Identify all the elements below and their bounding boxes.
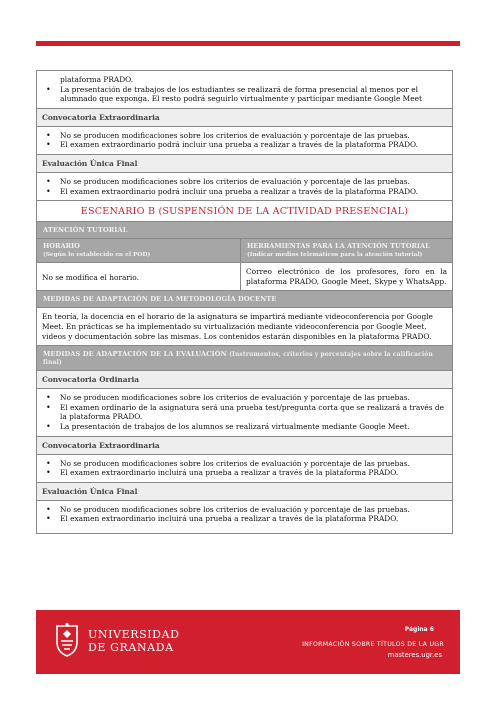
section-body [37, 501, 452, 533]
list-item: • No se producen modificaciones sobre los criterios de evaluación y porcentaje de las pruebas. [60, 131, 447, 141]
horario-head-sub: (Según lo establecido en el POD) [43, 251, 151, 258]
herramientas-header [241, 239, 452, 262]
methodology-text: En teoría, la docencia en el horario de la asignatura se impartirá mediante videoconferencia por Google Meet. En prácticas se ha implementado su virtualización mediante videoconferencia por Google Meet, videos y documentación sobre las mismas. Los contenidos estarán disponibles en la plataforma PRADO. [37, 308, 452, 346]
section-heading: Convocatoria Extraordinaria [37, 109, 452, 127]
university-name-line2: DE GRANADA [88, 641, 174, 654]
herramientas-value: Correo electrónico de los profesores, foro en la plataforma PRADO, Google Meet, Skype y WhatsApp. [246, 267, 447, 286]
list-item: • La presentación de trabajos de los estudiantes se realizará de forma presencial al menos por el alumnado que exponga. El resto podrá seguirlo virtualmente y participar mediante Google Meet [60, 85, 447, 104]
methodology-heading: MEDIDAS DE ADAPTACIÓN DE LA METODOLOGÍA DOCENTE [37, 291, 452, 308]
evaluation-heading-label: MEDIDAS DE ADAPTACIÓN DE LA EVALUACIÓN [43, 350, 227, 359]
list-item: • No se producen modificaciones sobre los criterios de evaluación y porcentaje de las pruebas. [60, 393, 447, 403]
tutorial-heading: ATENCIÓN TUTORIAL [37, 222, 452, 239]
page-number: Página 6 [404, 626, 434, 633]
list-item: plataforma PRADO. [60, 75, 134, 84]
list-item: • El examen ordinario de la asignatura será una prueba test/pregunta corta que se realizará a través de la plataforma PRADO. [60, 403, 447, 422]
section-body [37, 173, 452, 201]
footer-website-link[interactable]: masteres.ugr.es [387, 651, 442, 659]
scenario-title: ESCENARIO B (SUSPENSIÓN DE LA ACTIVIDAD PRESENCIAL) [37, 201, 452, 222]
footer-info-line: INFORMACIÓN SOBRE TÍTULOS DE LA UGR [302, 641, 444, 648]
horario-header [37, 239, 241, 262]
list-item: • No se producen modificaciones sobre los criterios de evaluación y porcentaje de las pruebas. [60, 459, 447, 469]
section-heading: Evaluación Única Final [37, 483, 452, 501]
list-item: • La presentación de trabajos de los alumnos se realizará virtualmente mediante Google Meet. [60, 422, 447, 432]
evaluation-heading [37, 346, 452, 371]
section-heading: Convocatoria Ordinaria [37, 371, 452, 389]
university-name-line1: UNIVERSIDAD [88, 628, 180, 641]
herramientas-head-sub: (Indicar medios telemáticos para la atención tutorial) [247, 251, 423, 258]
horario-value: No se modifica el horario. [37, 263, 241, 290]
list-item: • No se producen modificaciones sobre los criterios de evaluación y porcentaje de las pruebas. [60, 177, 447, 187]
list-item: • El examen extraordinario incluirá una prueba a realizar a través de la plataforma PRADO. [60, 514, 447, 524]
list-item: • No se producen modificaciones sobre los criterios de evaluación y porcentaje de las pruebas. [60, 505, 447, 515]
top-accent-bar [36, 41, 460, 46]
footer-band [36, 610, 460, 674]
guide-table [36, 70, 453, 534]
section-heading: Evaluación Única Final [37, 155, 452, 173]
list-item: • El examen extraordinario podrá incluir una prueba a realizar a través de la plataforma PRADO. [60, 140, 447, 150]
section-heading: Convocatoria Extraordinaria [37, 437, 452, 455]
section-body [37, 455, 452, 483]
section-body [37, 389, 452, 436]
list-item: • El examen extraordinario podrá incluir una prueba a realizar a través de la plataforma PRADO. [60, 187, 447, 197]
horario-head-label: HORARIO [43, 242, 80, 251]
list-item: • El examen extraordinario incluirá una prueba a realizar a través de la plataforma PRADO. [60, 468, 447, 478]
tutorial-value-row [37, 263, 452, 291]
section-body [37, 127, 452, 155]
herramientas-head-label: HERRAMIENTAS PARA LA ATENCIÓN TUTORIAL [247, 242, 430, 251]
tutorial-header-row [37, 239, 452, 263]
university-crest-icon [54, 622, 80, 658]
evaluation-continuation [37, 71, 452, 109]
evaluation-heading-paren: (Instrumentos, criterios y porcentajes sobre la calificación final) [43, 351, 433, 367]
